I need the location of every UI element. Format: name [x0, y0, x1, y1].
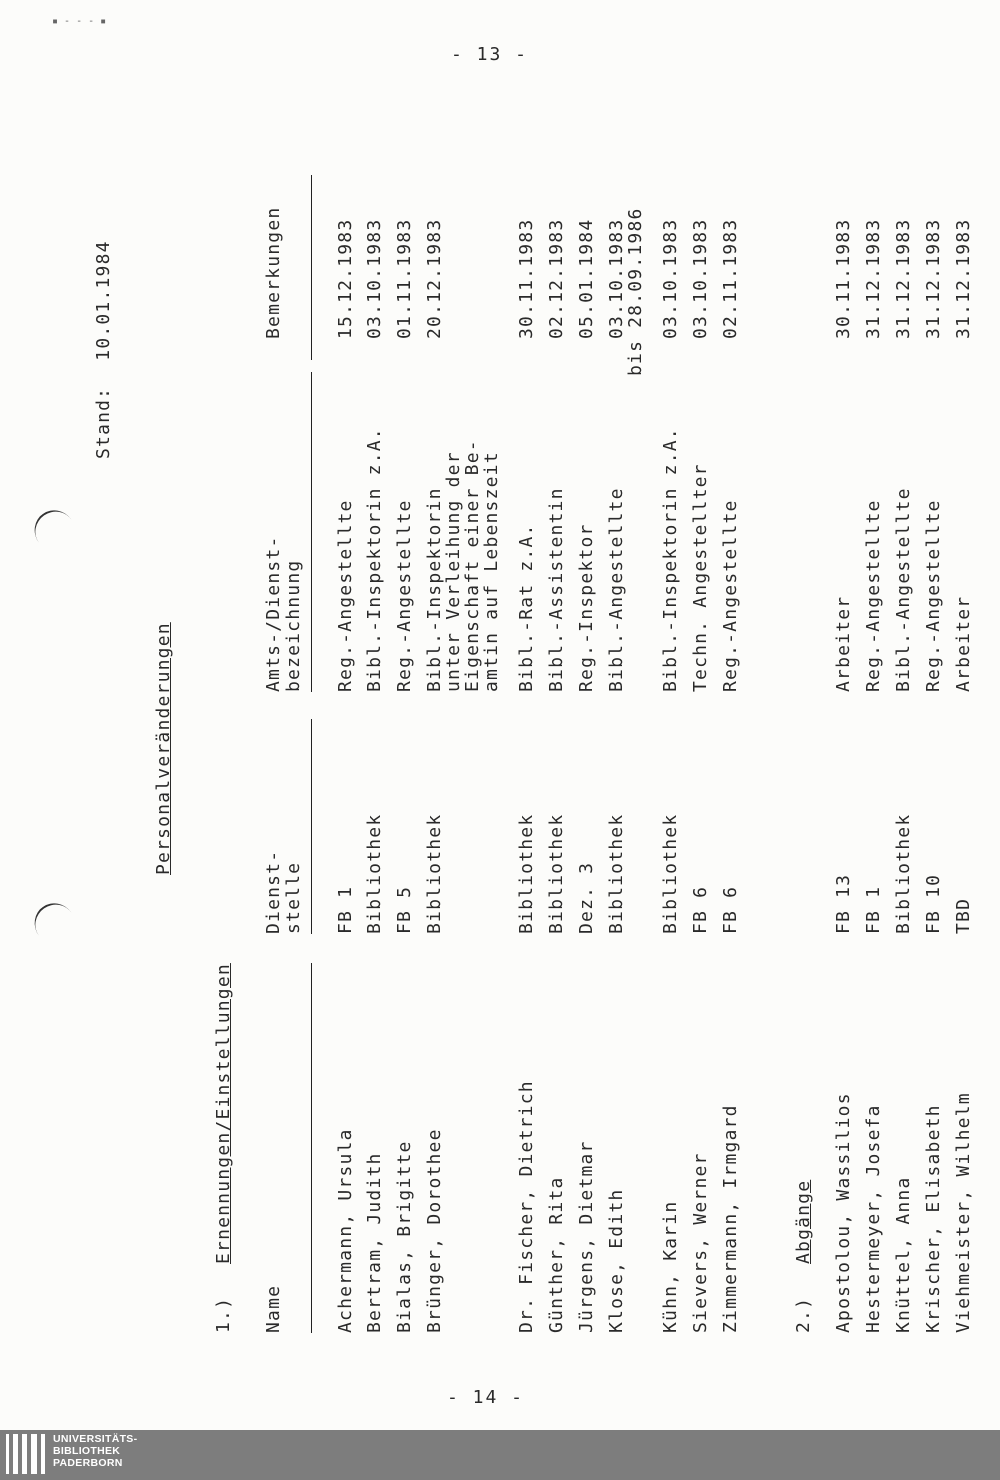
header-rule-name: [311, 963, 312, 1333]
section1-title: Ernennungen/Einstellungen: [213, 963, 234, 1264]
table-row-name: Günther, Rita: [546, 1176, 567, 1333]
table-row-bemerkung: 01.11.1983: [394, 218, 415, 339]
table-row-bemerkung: bis 28.09.1986: [625, 207, 646, 376]
document-title: [153, 622, 174, 875]
library-logo-text: [53, 1433, 137, 1469]
section1-number: 1.): [213, 1296, 234, 1333]
library-logo-icon: [6, 1434, 45, 1474]
column-header-amts-2: bezeichnung: [283, 559, 304, 692]
column-header-dienststelle-1: Dienst-: [263, 849, 284, 934]
table-row-bemerkung: 31.12.1983: [893, 218, 914, 339]
section2-title: Abgänge: [793, 1179, 814, 1264]
table-row-dienststelle: FB 13: [833, 873, 854, 934]
table-row-amtsbezeichnung: Reg.-Angestellte: [720, 499, 741, 692]
table-row-bemerkung: 31.12.1983: [863, 218, 884, 339]
table-row-name: Dr. Fischer, Dietrich: [516, 1080, 537, 1333]
table-row-dienststelle: FB 6: [720, 885, 741, 934]
table-row-bemerkung: 20.12.1983: [424, 218, 445, 339]
column-header-amts-1: Amts-/Dienst-: [263, 535, 284, 692]
table-row-name: Krischer, Elisabeth: [923, 1104, 944, 1333]
table-row-name: Knüttel, Anna: [893, 1176, 914, 1333]
table-row-dienststelle: TBD: [953, 897, 974, 934]
page-number-top: - 13 -: [451, 44, 529, 65]
table-row-dienststelle: FB 5: [394, 885, 415, 934]
table-row-amtsbezeichnung: Bibl.-Angestellte: [606, 487, 627, 692]
table-row-amtsbezeichnung: Bibl.-Inspektorin: [424, 487, 445, 692]
header-rule-dienststelle: [311, 719, 312, 934]
table-row-dienststelle: Bibliothek: [516, 813, 537, 934]
table-row-bemerkung: 03.10.1983: [690, 218, 711, 339]
table-row-bemerkung: 31.12.1983: [953, 218, 974, 339]
library-footer-bar: [0, 1430, 1000, 1480]
table-row-bemerkung: 05.01.1984: [576, 218, 597, 339]
table-row-bemerkung: 03.10.1983: [606, 218, 627, 339]
table-row-name: Jürgens, Dietmar: [576, 1140, 597, 1333]
table-row-bemerkung: 30.11.1983: [516, 218, 537, 339]
table-row-dienststelle: Bibliothek: [364, 813, 385, 934]
column-header-dienststelle-2: stelle: [283, 861, 304, 934]
scan-marks: ▪ ‐ ‐ ‐ ▪: [52, 16, 107, 27]
stand-date: 10.01.1984: [93, 240, 114, 361]
logo-line: BIBLIOTHEK: [53, 1445, 121, 1457]
table-row-name: Apostolou, Wassilios: [833, 1092, 854, 1333]
table-row-bemerkung: 02.12.1983: [546, 218, 567, 339]
table-row-name: Zimmermann, Irmgard: [720, 1104, 741, 1333]
table-row-amtsbezeichnung: unter Verleihung der: [443, 451, 464, 692]
section2-number: 2.): [793, 1296, 814, 1333]
table-row-amtsbezeichnung: amtin auf Lebenszeit: [481, 451, 502, 692]
table-row-amtsbezeichnung: Bibl.-Inspektorin z.A.: [660, 427, 681, 692]
table-row-name: Bialas, Brigitte: [394, 1140, 415, 1333]
logo-line: PADERBORN: [53, 1457, 123, 1469]
table-row-amtsbezeichnung: Reg.-Angestellte: [335, 499, 356, 692]
table-row-amtsbezeichnung: Bibl.-Assistentin: [546, 487, 567, 692]
table-row-amtsbezeichnung: Bibl.-Inspektorin z.A.: [364, 427, 385, 692]
table-row-dienststelle: Bibliothek: [424, 813, 445, 934]
table-row-bemerkung: 30.11.1983: [833, 218, 854, 339]
table-row-bemerkung: 03.10.1983: [660, 218, 681, 339]
table-row-name: Viehmeister, Wilhelm: [953, 1092, 974, 1333]
table-row-bemerkung: 31.12.1983: [923, 218, 944, 339]
table-row-name: Achermann, Ursula: [335, 1128, 356, 1333]
table-row-amtsbezeichnung: Bibl.-Angestellte: [893, 487, 914, 692]
table-row-dienststelle: FB 10: [923, 873, 944, 934]
table-row-amtsbezeichnung: Arbeiter: [833, 595, 854, 692]
table-row-dienststelle: Bibliothek: [660, 813, 681, 934]
table-row-name: Hestermeyer, Josefa: [863, 1104, 884, 1333]
header-rule-amts: [311, 372, 312, 692]
table-row-name: Kühn, Karin: [660, 1200, 681, 1333]
stand-label: Stand:: [93, 386, 114, 459]
table-row-amtsbezeichnung: Eigenschaft einer Be-: [462, 439, 483, 692]
table-row-amtsbezeichnung: Reg.-Angestellte: [923, 499, 944, 692]
table-row-bemerkung: 15.12.1983: [335, 218, 356, 339]
table-row-dienststelle: FB 6: [690, 885, 711, 934]
table-row-amtsbezeichnung: Reg.-Inspektor: [576, 523, 597, 692]
table-row-dienststelle: Bibliothek: [606, 813, 627, 934]
column-header-name: Name: [263, 1284, 284, 1333]
table-row-amtsbezeichnung: Reg.-Angestellte: [394, 499, 415, 692]
table-row-dienststelle: FB 1: [335, 885, 356, 934]
table-row-bemerkung: 02.11.1983: [720, 218, 741, 339]
table-row-bemerkung: 03.10.1983: [364, 218, 385, 339]
header-rule-bemerkungen: [311, 175, 312, 360]
table-row-dienststelle: Bibliothek: [546, 813, 567, 934]
table-row-dienststelle: Bibliothek: [893, 813, 914, 934]
table-row-amtsbezeichnung: Techn. Angestellter: [690, 463, 711, 692]
table-row-name: Klose, Edith: [606, 1188, 627, 1333]
table-row-name: Sievers, Werner: [690, 1152, 711, 1333]
document-title-text: Personalveränderungen: [153, 622, 174, 875]
page-number-bottom: - 14 -: [447, 1387, 525, 1408]
table-row-dienststelle: Dez. 3: [576, 861, 597, 934]
logo-line: UNIVERSITÄTS-: [53, 1433, 138, 1445]
table-row-name: Brünger, Dorothee: [424, 1128, 445, 1333]
table-row-dienststelle: FB 1: [863, 885, 884, 934]
table-row-amtsbezeichnung: Bibl.-Rat z.A.: [516, 523, 537, 692]
table-row-amtsbezeichnung: Reg.-Angestellte: [863, 499, 884, 692]
column-header-bemerkungen: Bemerkungen: [263, 206, 284, 339]
table-row-amtsbezeichnung: Arbeiter: [953, 595, 974, 692]
table-row-name: Bertram, Judith: [364, 1152, 385, 1333]
stand-line: [93, 240, 114, 459]
